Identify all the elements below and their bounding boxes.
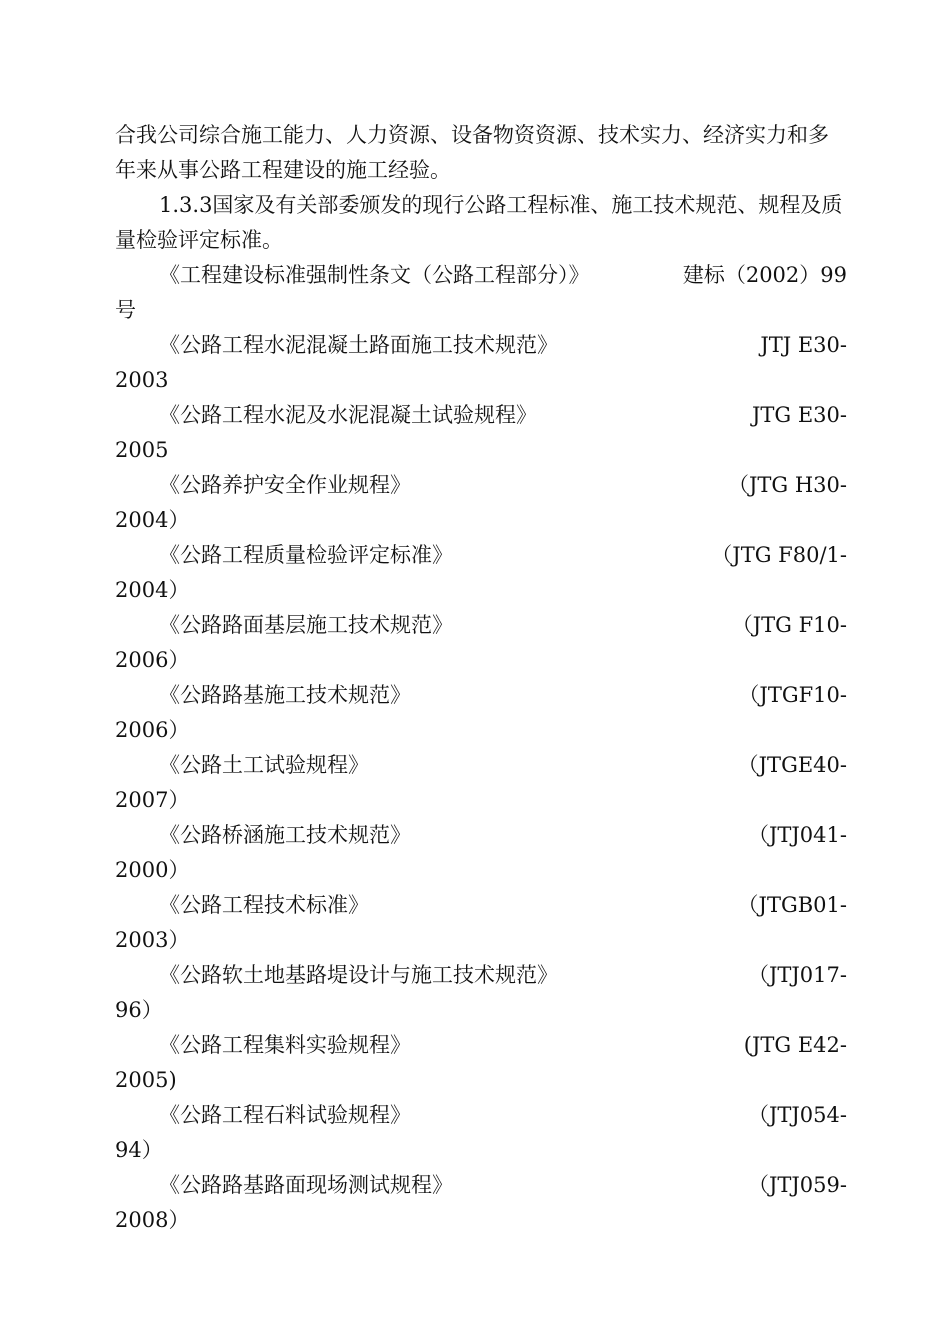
standard-code-start: （JTGF10- [738, 683, 847, 707]
standard-code-end: 2007） [115, 788, 190, 812]
standard-code-end: 2003） [115, 928, 190, 952]
standard-title: 《公路路基施工技术规范》 [159, 683, 411, 707]
standard-item [115, 818, 847, 888]
standard-code-end: 2000） [115, 858, 190, 882]
standard-title: 《公路工程水泥混凝土路面施工技术规范》 [159, 333, 558, 357]
standard-item [115, 398, 847, 468]
standard-code-start: （JTG F80/1- [711, 543, 847, 567]
standard-code-end: 94） [115, 1138, 163, 1162]
paragraph-continuation: 合我公司综合施工能力、人力资源、设备物资资源、技术实力、经济实力和多年来从事公路工程建设的施工经验。 [115, 123, 829, 182]
standard-code-start: （JTG F10- [731, 613, 847, 637]
standard-code-start: (JTG E42- [743, 1033, 847, 1057]
standard-title: 《公路路面基层施工技术规范》 [159, 613, 453, 637]
standard-code-start: （JTJ041- [747, 823, 847, 847]
standard-title: 《公路软土地基路堤设计与施工技术规范》 [159, 963, 558, 987]
standard-item [115, 678, 847, 748]
standard-code-start: （JTG H30- [727, 473, 847, 497]
standard-code-end: 2006） [115, 648, 190, 672]
standard-item [115, 328, 847, 398]
standard-item [115, 958, 847, 1028]
standard-title: 《公路路基路面现场测试规程》 [159, 1173, 453, 1197]
document-page [115, 118, 847, 1238]
standard-code-start: JTJ E30- [760, 333, 847, 357]
standard-code-start: 建标（2002）99 [682, 263, 847, 287]
standard-item [115, 258, 847, 328]
standard-code-start: （JTJ059- [747, 1173, 847, 1197]
standard-item [115, 608, 847, 678]
standards-list [115, 258, 847, 1238]
standard-code-end: 96） [115, 998, 163, 1022]
standard-item [115, 468, 847, 538]
standard-code-end: 号 [115, 298, 136, 322]
standard-title: 《公路工程石料试验规程》 [159, 1103, 411, 1127]
standard-code-end: 2008） [115, 1208, 190, 1232]
standard-item [115, 1028, 847, 1098]
standard-item [115, 538, 847, 608]
standard-item [115, 1098, 847, 1168]
standard-item [115, 888, 847, 958]
standard-code-start: （JTGE40- [737, 753, 847, 777]
standard-code-end: 2004） [115, 578, 190, 602]
standard-code-start: （JTJ054- [747, 1103, 847, 1127]
standard-title: 《公路土工试验规程》 [159, 753, 369, 777]
standard-title: 《公路工程技术标准》 [159, 893, 369, 917]
standard-code-end: 2006） [115, 718, 190, 742]
standard-item [115, 748, 847, 818]
standard-title: 《工程建设标准强制性条文（公路工程部分）》 [159, 263, 590, 287]
standard-title: 《公路工程质量检验评定标准》 [159, 543, 453, 567]
standard-title: 《公路工程集料实验规程》 [159, 1033, 411, 1057]
standard-code-end: 2005 [115, 438, 169, 462]
standard-title: 《公路工程水泥及水泥混凝土试验规程》 [159, 403, 537, 427]
paragraph-section-1-3-3: 1.3.3国家及有关部委颁发的现行公路工程标准、施工技术规范、规程及质量检验评定标准。 [115, 193, 843, 252]
standard-item [115, 1168, 847, 1238]
standard-code-start: （JTJ017- [747, 963, 847, 987]
standard-code-end: 2003 [115, 368, 169, 392]
standard-code-end: 2005) [115, 1068, 177, 1092]
standard-code-start: JTG E30- [751, 403, 847, 427]
standard-code-end: 2004） [115, 508, 190, 532]
standard-title: 《公路桥涵施工技术规范》 [159, 823, 411, 847]
standard-code-start: （JTGB01- [737, 893, 847, 917]
standard-title: 《公路养护安全作业规程》 [159, 473, 411, 497]
